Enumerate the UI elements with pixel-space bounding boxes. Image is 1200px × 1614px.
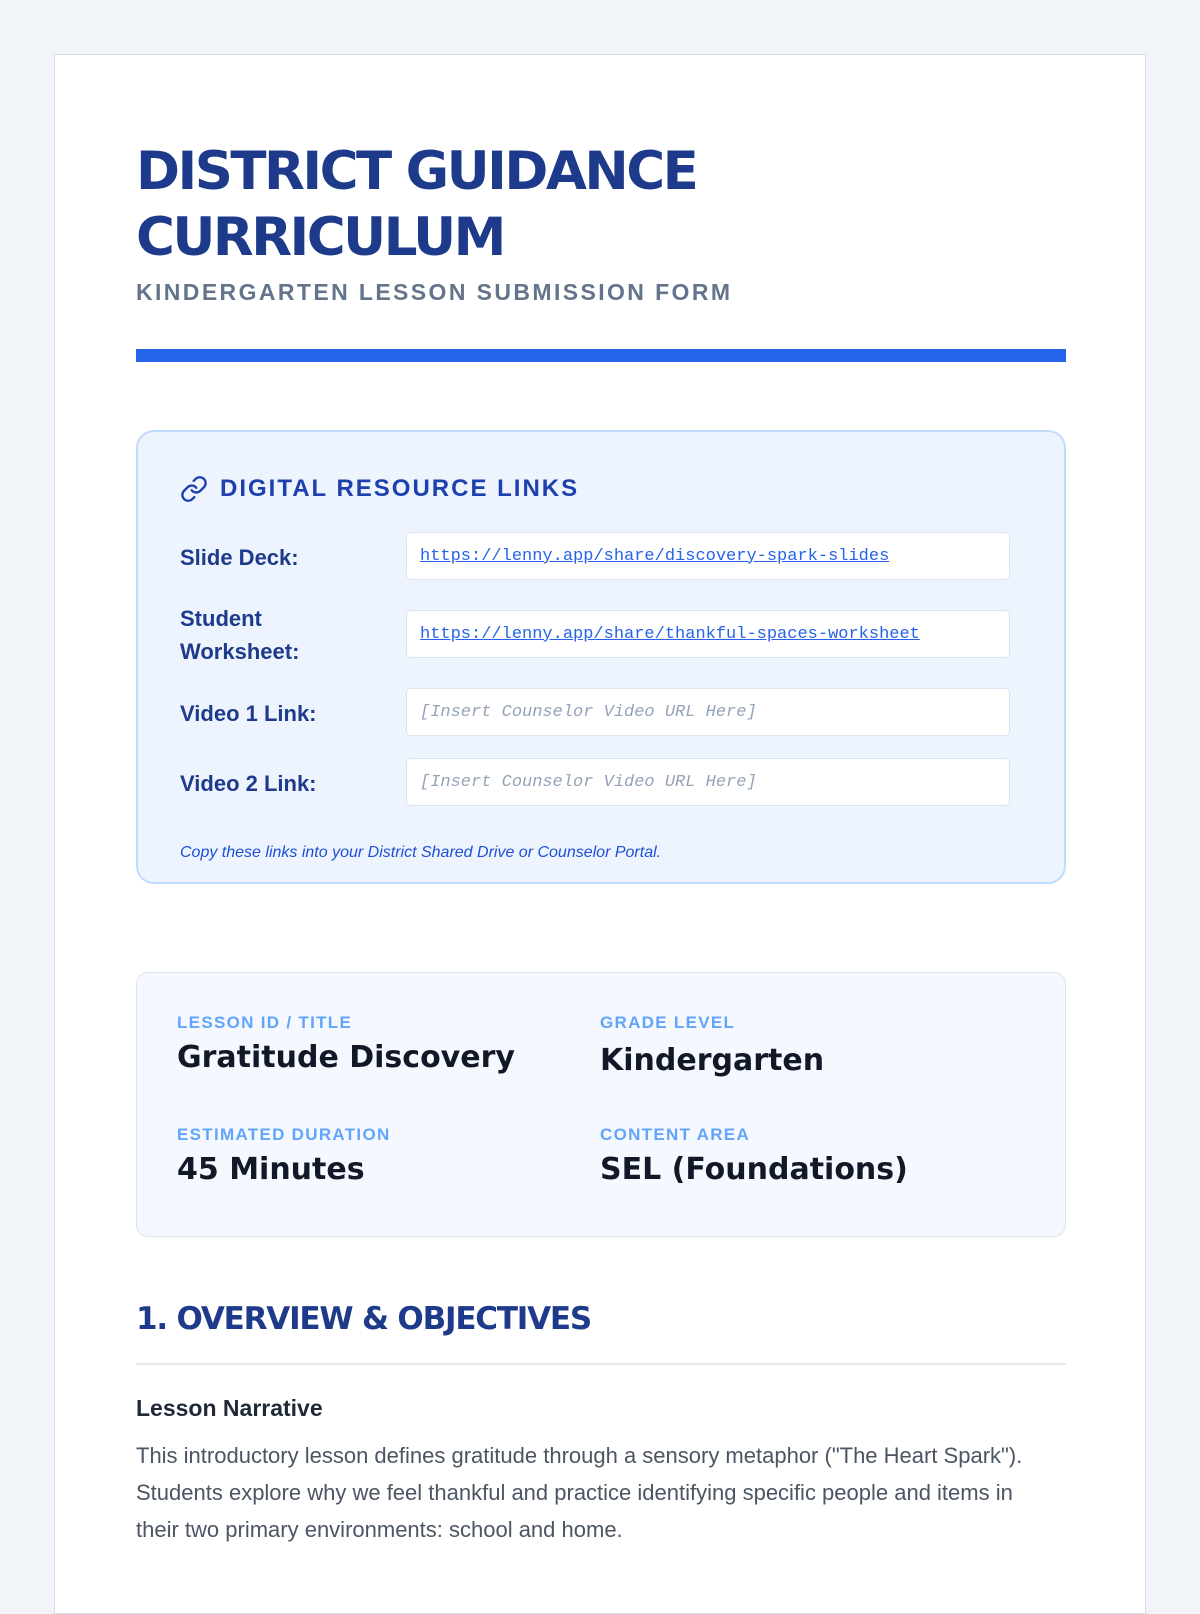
lesson-meta-card: [136, 972, 1066, 1237]
section-divider: [136, 1363, 1066, 1365]
links-card-header: [180, 474, 579, 504]
video-1-label: Video 1 Link:: [180, 700, 317, 726]
content-area-field: [600, 1125, 1000, 1190]
document-subtitle: KINDERGARTEN LESSON SUBMISSION FORM: [136, 279, 733, 305]
student-worksheet-label: Student Worksheet:: [180, 606, 300, 664]
title-divider: [136, 349, 1066, 362]
slide-deck-row: [180, 532, 1026, 582]
lesson-title-label: LESSON ID / TITLE: [177, 1013, 353, 1032]
lesson-narrative-label: Lesson Narrative: [136, 1395, 323, 1421]
links-card-title: DIGITAL RESOURCE LINKS: [220, 475, 580, 502]
digital-resource-links-card: [136, 430, 1066, 884]
duration-value: 45 Minutes: [177, 1152, 365, 1187]
content-area-label: CONTENT AREA: [600, 1125, 751, 1144]
document-sheet: [54, 54, 1146, 1614]
overview-heading: 1. OVERVIEW & OBJECTIVES: [136, 1301, 592, 1337]
grade-level-label: GRADE LEVEL: [600, 1013, 736, 1032]
video-2-row: [180, 758, 1026, 808]
document-title: DISTRICT GUIDANCE CURRICULUM: [136, 141, 697, 268]
lesson-narrative-text: This introductory lesson defines gratitude through a sensory metaphor ("The Heart Spark"). Students explore why we feel thankful and practice identifying specific people and items in their two primary environments: school and home.: [136, 1443, 1023, 1542]
video-1-row: [180, 688, 1026, 738]
student-worksheet-row: [180, 606, 1026, 664]
links-note: Copy these links into your District Shared Drive or Counselor Portal.: [180, 844, 662, 861]
slide-deck-label: Slide Deck:: [180, 544, 299, 570]
lesson-title-field: [177, 1013, 577, 1078]
video-1-link-field[interactable]: [Insert Counselor Video URL Here]: [406, 688, 1010, 736]
slide-deck-link[interactable]: https://lenny.app/share/discovery-spark-slides: [406, 532, 1010, 580]
link-icon: [180, 475, 208, 503]
lesson-title-value: Gratitude Discovery: [177, 1040, 515, 1075]
student-worksheet-link[interactable]: https://lenny.app/share/thankful-spaces-worksheet: [406, 610, 1010, 658]
video-2-label: Video 2 Link:: [180, 770, 317, 796]
duration-label: ESTIMATED DURATION: [177, 1125, 391, 1144]
grade-level-value: Kindergarten: [600, 1043, 825, 1078]
grade-level-field: [600, 1013, 1000, 1081]
video-2-link-field[interactable]: [Insert Counselor Video URL Here]: [406, 758, 1010, 806]
content-area-value: SEL (Foundations): [600, 1152, 908, 1187]
duration-field: [177, 1125, 577, 1190]
